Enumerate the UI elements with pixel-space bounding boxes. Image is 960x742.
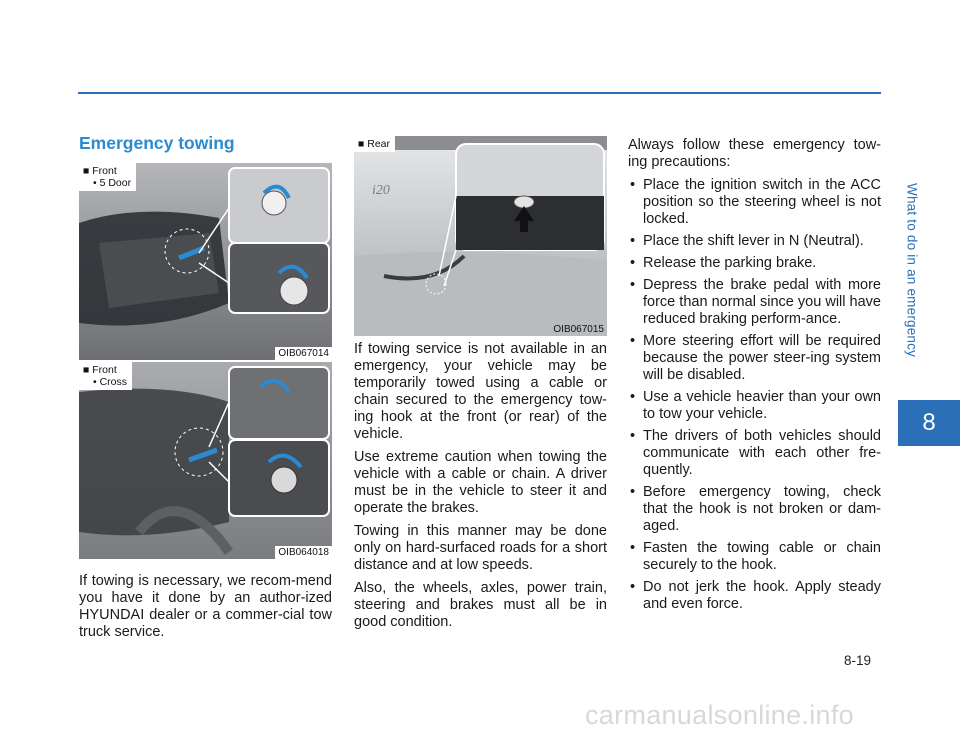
front-cross-illustration [79, 362, 332, 559]
page-number: 8-19 [844, 653, 872, 668]
list-item: • Before emergency towing, check that the hook is not broken or dam-aged. [628, 484, 881, 535]
left-paragraph: If towing is necessary, we recom-mend you have it done by an author-ized HYUNDAI dealer or a commer-cial tow truck service. [79, 573, 332, 640]
middle-paragraph: If towing service is not available in an emergency, your vehicle may be temporarily towed using a cable or chain secured to the emergency tow-ing hook at the front (or rear) of the vehicle. [354, 341, 607, 442]
figure-label: ■ Rear [354, 136, 395, 152]
watermark: carmanualsonline.info [585, 700, 854, 730]
list-item: • Depress the brake pedal with more force than normal since you will have reduced braking perform-ance. [628, 277, 881, 328]
figure-code: OIB067014 [275, 347, 332, 360]
precautions-list [628, 177, 881, 613]
list-item: • Place the shift lever in N (Neutral). [628, 233, 881, 250]
figure-label: ■ Front • 5 Door [79, 163, 136, 191]
figure-rear [354, 136, 607, 336]
figure-code: OIB067015 [553, 324, 604, 335]
middle-paragraph: Use extreme caution when towing the vehicle with a cable or chain. A driver must be in the vehicle to steer it and operate the brakes. [354, 449, 607, 516]
right-column-text [628, 137, 881, 618]
middle-paragraph: Towing in this manner may be done only on hard-surfaced roads for a short distance and at low speeds. [354, 523, 607, 573]
list-item: • Place the ignition switch in the ACC position so the steering wheel is not locked. [628, 177, 881, 228]
figure-label: ■ Front • Cross [79, 362, 132, 390]
car-badge-text: i20 [372, 183, 390, 198]
precautions-intro: Always follow these emergency tow-ing precautions: [628, 137, 881, 170]
left-column-text [79, 573, 332, 647]
list-item: • More steering effort will be required because the power steer-ing system will be disabled. [628, 333, 881, 384]
figure-front-cross [79, 362, 332, 559]
list-item: • Use a vehicle heavier than your own to tow your vehicle. [628, 389, 881, 423]
rear-illustration [354, 136, 607, 336]
list-item: • The drivers of both vehicles should communicate with each other fre-quently. [628, 428, 881, 479]
middle-column-text [354, 341, 607, 637]
list-item: • Do not jerk the hook. Apply steady and even force. [628, 579, 881, 613]
figure-code: OIB064018 [275, 546, 332, 559]
chapter-number-tab: 8 [898, 400, 960, 446]
section-title: Emergency towing [79, 133, 235, 153]
middle-paragraph: Also, the wheels, axles, power train, steering and brakes must all be in good condition. [354, 580, 607, 630]
side-section-title: What to do in an emergency [904, 182, 920, 358]
header-rule [78, 92, 881, 94]
front-5door-illustration [79, 163, 332, 360]
list-item: • Release the parking brake. [628, 255, 881, 272]
figure-front-5door [79, 163, 332, 360]
list-item: • Fasten the towing cable or chain securely to the hook. [628, 540, 881, 574]
